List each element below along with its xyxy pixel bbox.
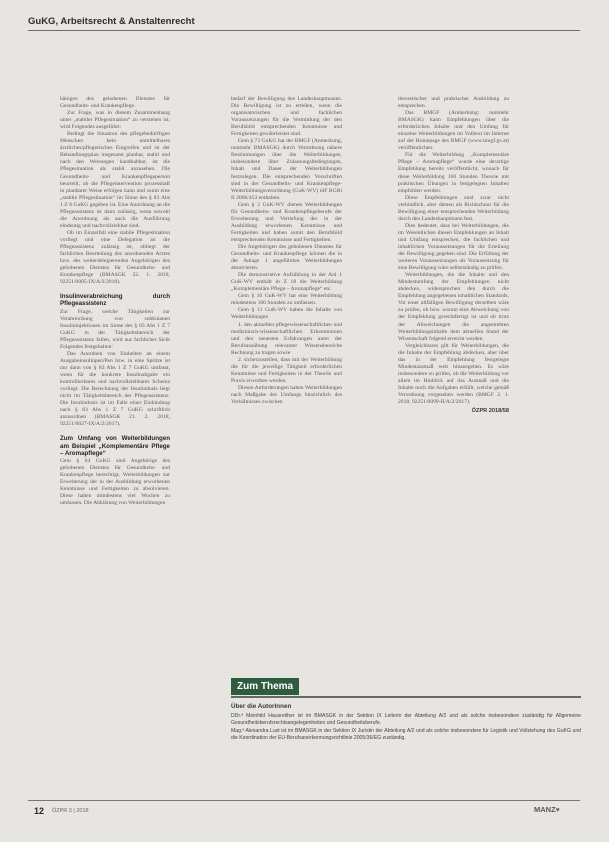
paragraph: Vergleichbares gilt für Weiterbildungen, die die Inhalte der Empfehlung abdecken, aber über das in der Empfehlung festgelegte Mindestausmaß weit hinausgehen. Es wäre insbesondere zu prüfen, ob die Weiterbildung vor allem im Hinblick auf das Ausmaß und die Inhalte noch die Aufgaben erfüllt, welche gemäß Verordnung vorgesehen werden (BMGF 2. 1. 2018, 92251/0099-II/A/2/2017).	[398, 342, 509, 406]
paragraph: Bedingt die Situation des pflegebedürftigen Menschen kein unmittelbares ärztliches/pflegerisches Eingreifen und ist der Behandlungsplan insgesamt planbar, stabil und nach den Weisungen handhabbar, ist die Pflegesituation als stabil anzusehen. Die Gesundheits- und Krankenpflegeperson beurteilt, ob die Pflegeintervention prozesshaft in planbarer Weise erfolgen kann und somit eine „stabile Pflegesituation“ im Sinne des § 83 Abs 1 Z 8 GuKG gegeben ist. Eine Anordnung an die Pflegeassistenz ist dann zulässig, wenn sowohl die Anordnung als auch die Ausführung eindeutig und nachvollziehbar sind.	[60, 131, 170, 229]
paragraph: Für die Weiterbildung „Komplementäre Pflege – Aromapflege“ wurde eine derartige Empfehlung bereits veröffentlicht, wonach für diese Weiterbildung 160 Stunden Theorie mit praktischen Übungen in festgelegten Inhalten empfohlen werden.	[398, 152, 509, 194]
paragraph: Weiterbildungen, die die Inhalte und den Mindestumfang der Empfehlungen nicht abdecken, widersprechen den durch die Empfehlung angegebenen inhaltlichen Standards. Vor einer allfälligen Bewilligung derselben wäre zu prüfen, ob bzw. warum eine Abweichung von der Empfehlung gerechtfertigt ist und ob trotz der Abweichungen die angestrebten Weiterbildungsinhalte dem aktuellen Stand der Wissenschaft folgend erreicht werden.	[398, 272, 509, 342]
author-bio: DDr.ª Meinhild Hausreither ist im BMASGK in der Sektion IX Leiterin der Abteilung A/2 und als solche insbesondere zuständig für Allgemeine Gesundheitsberufsrechtsangelegenheiten und Gesundheitsberufe.	[231, 713, 581, 727]
paragraph: Dies bedeutet, dass bei Weiterbildungen, die im Wesentlichen diesen Empfehlungen an Inhalt und Umfang entsprechen, die fachlichen und inhaltlichen Voraussetzungen für die Erteilung der Bewilligung gegeben sind. Die Erfüllung der weiteren Voraussetzungen als Voraussetzung für eine Bewilligung wäre selbstständig zu prüfen.	[398, 222, 509, 272]
header-divider	[28, 30, 580, 31]
paragraph: Gem § 11 GuK-WV haben die Inhalte von Weiterbildungen	[231, 307, 342, 321]
list-item: 1. den aktuellen pflegewissenschaftlichen und medizinisch-wissenschaftlichen Erkenntnissen und den neuesten Erfahrungen unter der Berufsausübung relevanter Wissensbereiche Rechnung zu tragen sowie	[231, 321, 342, 356]
paragraph: Gem § 64 GuKG sind Angehörige des gehobenen Dienstes für Gesundheits- und Krankenpflege berechtigt, Weiterbildungen zur Erweiterung der in der Ausbildung erworbenen Kenntnisse und Fertigkeiten zu absolvieren. Diese haben mindestens vier Wochen zu umfassen. Die Abklärung von Weiterbildungen	[60, 458, 170, 507]
list-item: 2. sicherzustellen, dass mit der Weiterbildung die für die jeweilige Tätigkeit erforderlichen Kenntnisse und Fertigkeiten in der Theorie und Praxis erworben werden.	[231, 356, 342, 384]
issue-label: ÖZPR 3 | 2018	[52, 808, 89, 814]
thema-subtitle: Über die AutorInnen	[231, 703, 292, 710]
article-signature: ÖZPR 2018/58	[471, 408, 509, 415]
paragraph: Zur Frage, was in diesem Zusammenhang unter „stabiler Pflegesituation“ zu verstehen ist, wird Folgendes ausgeführt:	[60, 110, 170, 131]
paragraph: theoretischer und praktischer Ausbildung zu entsprechen.	[398, 96, 509, 110]
paragraph: hänigen des gehobenen Dienstes für Gesundheits- und Krankenpflege.	[60, 96, 170, 110]
zum-thema-label: Zum Thema	[231, 678, 299, 695]
heart-icon: ♥	[555, 807, 560, 814]
publisher-name: MANZ	[534, 805, 556, 814]
section-heading-weiterbildung: Zum Umfang von Weiterbildungen am Beispiel „Komplementäre Pflege – Aromapflege“	[60, 435, 170, 457]
paragraph: Gem § 73 GuKG hat der BMGF (Anmerkung, nunmehr BMASGK) durch Verordnung nähere Bestimmungen über die Weiterbildungen, insbesondere über Zulassungsbedingungen, Inhalt und Dauer der Weiterbildungen festzulegen. Die entsprechenden Vorschriften sind in der Gesundheits- und Krankenpflege-Weiterbildungsverordnung (GuK-WV) idF BGBl II 2006/453 enthalten.	[231, 138, 342, 201]
paragraph: Zur Frage, welche Tätigkeiten zur Verabreichung von subkutanen Insulininjektionen im Sinne des § 83 Abs 1 Z 7 GuKG in der Tätigkeitsbereich der Pflegeassistenz fallen, wird aus fachlicher Sicht Folgendes festgehalten:	[60, 308, 170, 350]
paragraph: Gem § 10 GuK-WV hat eine Weiterbildung mindestens 160 Stunden zu umfassen.	[231, 293, 342, 307]
paragraph: Diesen Anforderungen haben Weiterbildungen nach Maßgabe des Umfangs hinsichtlich des Verhältnisses zwischen	[231, 384, 342, 406]
paragraph: Ob im Einzelfall eine stabile Pflegesituation vorliegt und eine Delegation an die Pflegeassistenz zulässig ist, obliegt der fachlichen Beurteilung des anordnenden Arztes bzw. des weiterdelegierenden Angehörigen des gehobenen Dienstes für Gesundheits- und Krankenpflege (BMASGK 22. 1. 2018, 92251/0005-IX/A/2/2018).	[60, 229, 170, 286]
paragraph: Die demonstrative Aufzählung in der Anl 1 GuK-WV enthält in Z 18 die Weiterbildung „Komplementäre Pflege – Aromapflege“ etc.	[231, 272, 342, 293]
paragraph: Diese Empfehlungen sind zwar nicht verbindlich, aber dienen als Richtschnur für die Bewilligung einer entsprechenden Weiterbildung durch den Landeshauptmann fest.	[398, 194, 509, 222]
footer-divider	[28, 800, 580, 801]
thema-divider	[231, 696, 581, 698]
paragraph: Gem § 2 GuK-WV dienen Weiterbildungen für Gesundheits- und Krankenpflegeberufe der Erweiterung und Vertiefung der in der Ausbildung erworbenen Kenntnisse und Fertigkeiten und haben somit den Berufsbild entsprechenden Kenntnisse und Fertigkeiten.	[231, 201, 342, 243]
column-1	[60, 96, 170, 507]
running-header: GuKG, Arbeitsrecht & Anstaltenrecht	[28, 16, 195, 27]
publisher-logo	[534, 805, 560, 814]
paragraph: Die Angehörigen des gehobenen Dienstes für Gesundheits- und Krankenpflege können die in der Anlage 1 angeführten Weiterbildungen absolvieren.	[231, 243, 342, 272]
column-3	[398, 96, 509, 415]
paragraph: Das Anordnen von Einheiten an einem Ausgabeinsulinpen/Pen bzw. in eine Spritze ist nur dann von § 83 Abs 1 Z 7 GuKG umfasst, wenn für die konkrete Insulinabgabe ein kontrollierbares und nachvollziehbares Schema vorliegt. Die Berechnung der Insulindosis liegt nicht im Tätigkeitsbereich der Pflegeassistenz. Die Insulindosis ist im Falle einer Einbindung nach § 83 Abs 1 Z 7 GuKG schriftlich anzuordnen (BMASGK 21. 2. 2018, 92251/0027-IX/A/2/2017).	[60, 350, 170, 428]
author-info	[231, 713, 581, 742]
section-heading-insulin: Insulinverabreichung durch Pflegeassistenz	[60, 293, 170, 308]
column-2	[231, 96, 342, 406]
page-number: 12	[34, 806, 45, 816]
paragraph: Das BMGF (Anmerkung: nunmehr BMASGK) kann Empfehlungen über die erforderlichen Inhalte und den Umfang für einzelne Weiterbildungen im Volltext im Internet auf der Homepage des BMGF (www.bmgf.gv.at) veröffentlichen.	[398, 110, 509, 152]
author-bio: Mag.ª Alexandra Lust ist im BMASGK in der Sektion IX Juristin der Abteilung A/2 und als solche insbesondere für Legistik und Vollziehung des GuKG und die Koordination der EU-Berufsanerkennungsrichtlinie 2005/36/EG zuständig.	[231, 727, 581, 741]
zum-thema-box	[231, 676, 581, 741]
paragraph: bedarf der Bewilligung des Landeshauptmanns. Die Bewilligung ist zu erteilen, wenn die organisatorischen und fachlichen Voraussetzungen für die Vermittlung der den Berufsbild entsprechenden Kenntnisse und Fertigkeiten gewährleistet sind.	[231, 96, 342, 138]
